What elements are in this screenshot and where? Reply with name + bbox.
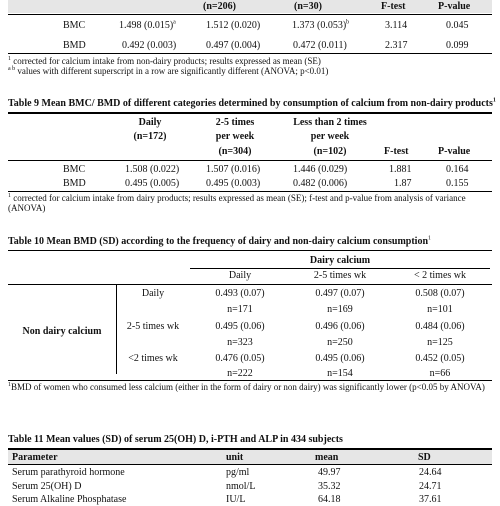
table10-cell-n: n=154: [327, 368, 353, 379]
table9-bottom-rule: [8, 191, 492, 192]
table9-row-cell: 0.495 (0.005): [125, 178, 180, 189]
table10-cell: 0.493 (0.07): [215, 288, 265, 299]
top-table-note-2: $^{a b}$ values with different superscript in a row are significantly different (ANOVA; p<0.01): [8, 66, 329, 76]
table9-row-cell: 0.164: [446, 164, 469, 175]
table10-cell-n: n=101: [427, 304, 453, 315]
table11-row-sd: 24.71: [419, 481, 442, 492]
table11-row-sd: 24.64: [419, 467, 442, 478]
table9-col-2to5-l2: per week: [215, 131, 255, 142]
table10-bottom-rule: [8, 380, 492, 381]
table9-col-2to5: 2-5 times: [215, 117, 255, 128]
table9-note: $^1$ corrected for calcium intake from dairy products; results expressed as mean (SE); f-test and p-value from analysis of variance (ANOVA): [8, 193, 466, 213]
top-table-header-shade: [8, 0, 492, 13]
table11-row-param: Serum Alkaline Phosphatase: [12, 494, 127, 505]
table11-row-unit: IU/L: [226, 494, 246, 505]
table11-caption: Table 11 Mean values (SD) of serum 25(OH) D, i-PTH and ALP in 434 subjects: [8, 434, 343, 445]
top-col-n206: (n=206): [203, 1, 236, 12]
top-row-cell: 0.472 (0.011): [293, 40, 347, 51]
table10-cell-n: n=169: [327, 304, 353, 315]
table9-row-cell: 0.155: [446, 178, 469, 189]
table9-row-cell: 1.446 (0.029): [293, 164, 348, 175]
table10-cell-n: n=125: [427, 337, 453, 348]
top-row-cell: 1.498 $(0.015)^a$: [119, 19, 176, 31]
table10-caption: Table 10 Mean BMD (SD) according to the frequency of dairy and non-dairy calcium consumption$^1$: [8, 235, 432, 247]
table11-row-mean: 64.18: [318, 494, 341, 505]
table10-cell: 0.495 (0.06): [315, 353, 365, 364]
table10-row-label: Daily: [141, 288, 165, 299]
table10-group-header: Dairy calcium: [309, 255, 371, 266]
top-row-cell: 0.497 (0.004): [206, 40, 261, 51]
table9-row-cell: 1.507 (0.016): [206, 164, 261, 175]
table11-col-parameter: Parameter: [12, 452, 58, 463]
table10-cell-n: n=250: [327, 337, 353, 348]
table10-note: $^1$BMD of women who consumed less calcium (either in the form of dairy or non dairy) was significantly lower (p<0.05 by ANOVA): [8, 382, 485, 392]
table9-row-cell: 1.508 (0.022): [125, 164, 180, 175]
table10-row-label: <2 times wk: [128, 353, 178, 364]
table10-cell-n: n=222: [227, 368, 253, 379]
table11-row-mean: 49.97: [318, 467, 341, 478]
table10-cell: 0.484 (0.06): [415, 321, 465, 332]
table10-cell: 0.496 (0.06): [315, 321, 365, 332]
table9-col-daily-n: (n=172): [133, 131, 167, 142]
table10-cell-n: n=323: [227, 337, 253, 348]
table10-col-2to5: 2-5 times wk: [313, 270, 367, 281]
table9-col-pvalue: P-value: [438, 146, 471, 157]
table9-row-cell: 1.881: [389, 164, 412, 175]
top-row-cell: 2.317: [385, 40, 408, 51]
table9-col-less-l2: per week: [310, 131, 350, 142]
table9-row-label: BMC: [63, 164, 86, 175]
table11-col-mean: mean: [315, 452, 339, 463]
top-row-cell: 3.114: [385, 20, 408, 31]
table11-header-rule: [8, 464, 492, 465]
table10-col-daily: Daily: [228, 270, 252, 281]
table11-row-param: Serum 25(OH) D: [12, 481, 82, 492]
table9-col-less-n: (n=102): [313, 146, 347, 157]
table10-cell-n: n=66: [429, 368, 451, 379]
table10-cell: 0.495 (0.06): [215, 321, 265, 332]
table9-col-daily: Daily: [138, 117, 162, 128]
table10-cell-n: n=171: [227, 304, 253, 315]
table10-cell: 0.497 (0.07): [315, 288, 365, 299]
top-table-bottom-rule: [8, 53, 492, 54]
table10-top-rule: [8, 250, 492, 251]
table11-row-sd: 37.61: [419, 494, 442, 505]
table11-row-unit: pg/ml: [226, 467, 250, 478]
top-row-cell: 0.045: [446, 20, 469, 31]
top-row-cell: 1.512 (0.020): [206, 20, 261, 31]
table9-col-2to5-n: (n=304): [218, 146, 252, 157]
table9-top-rule: [8, 112, 492, 114]
table10-row-group: Non dairy calcium: [22, 326, 102, 337]
top-row-cell: 1.373 $(0.053)^b$: [292, 19, 350, 31]
table11-col-sd: SD: [418, 452, 431, 463]
top-row-label: BMC: [63, 20, 86, 31]
top-table-header-rule: [8, 14, 492, 15]
top-row-label: BMD: [63, 40, 86, 51]
top-table-note-1: $^1$ corrected for calcium intake from non-dairy products; results expressed as mean (SE): [8, 56, 321, 66]
table11-row-param: Serum parathyroid hormone: [12, 467, 125, 478]
top-col-pvalue: P-value: [438, 1, 471, 12]
top-col-ftest: F-test: [381, 1, 406, 12]
table9-header-rule: [8, 160, 492, 161]
table9-row-cell: 0.482 (0.006): [293, 178, 348, 189]
table11-col-unit: unit: [226, 452, 244, 463]
table9-col-less: Less than 2 times: [293, 117, 367, 128]
table10-cell: 0.476 (0.05): [215, 353, 265, 364]
table11-row-unit: nmol/L: [226, 481, 256, 492]
table9-col-ftest: F-test: [384, 146, 409, 157]
table9-row-cell: 0.495 (0.003): [206, 178, 261, 189]
table10-cell: 0.452 (0.05): [415, 353, 465, 364]
table10-group-rule: [190, 268, 490, 269]
table11-row-mean: 35.32: [318, 481, 341, 492]
table9-caption: Table 9 Mean BMC/ BMD of different categories determined by consumption of calcium from non-dairy products$^1$: [8, 97, 496, 109]
top-row-cell: 0.099: [446, 40, 469, 51]
top-col-n30: (n=30): [294, 1, 322, 12]
top-row-cell: 0.492 (0.003): [122, 40, 177, 51]
table10-cell: 0.508 (0.07): [415, 288, 465, 299]
table9-row-cell: 1.87: [394, 178, 412, 189]
table10-row-label: 2-5 times wk: [126, 321, 180, 332]
table10-col-less2: < 2 times wk: [413, 270, 467, 281]
table9-row-label: BMD: [63, 178, 86, 189]
